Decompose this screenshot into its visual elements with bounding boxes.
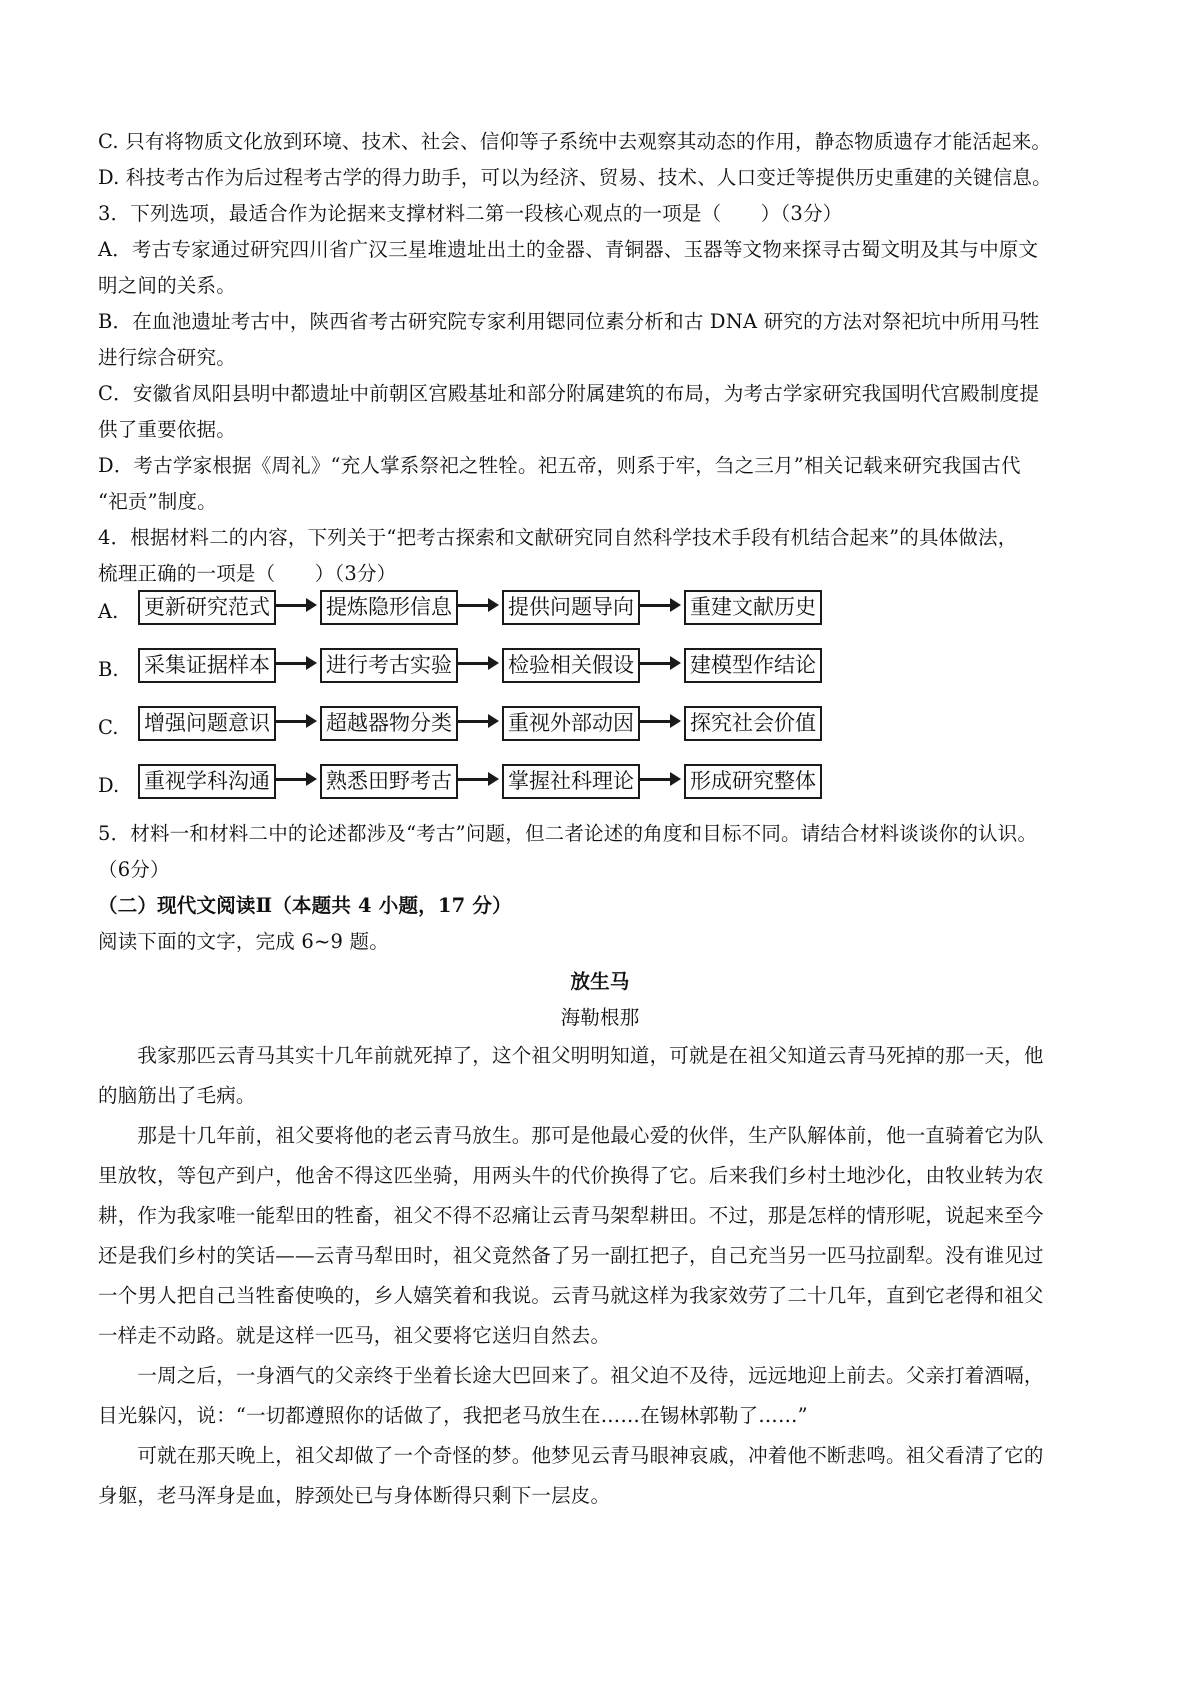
arrow-right-icon — [638, 604, 672, 607]
flow-letter: C. — [98, 716, 119, 739]
flow-step: 形成研究整体 — [684, 764, 822, 799]
flow-step: 重视学科沟通 — [138, 764, 276, 799]
flow-step: 采集证据样本 — [138, 648, 276, 683]
q3-option-c-line2: 供了重要依据。 — [98, 418, 236, 441]
q3-option-b-line2: 进行综合研究。 — [98, 346, 236, 369]
flow-step: 重建文献历史 — [684, 590, 822, 625]
q5-stem-line2: （6分） — [98, 858, 170, 881]
q3-stem: 3．下列选项，最适合作为论据来支撑材料二第一段核心观点的一项是（ ）（3分） — [98, 202, 843, 225]
story-line: 我家那匹云青马其实十几年前就死掉了，这个祖父明明知道，可就是在祖父知道云青马死掉的那一天，他 — [98, 1044, 1044, 1067]
q3-option-c-line1: C．安徽省凤阳县明中都遗址中前朝区宫殿基址和部分附属建筑的布局，为考古学家研究我国明代宫殿制度提 — [98, 382, 1040, 405]
arrow-right-icon — [456, 720, 490, 723]
flow-step: 进行考古实验 — [320, 648, 458, 683]
flow-step: 探究社会价值 — [684, 706, 822, 741]
flow-step: 更新研究范式 — [138, 590, 276, 625]
flow-letter: B. — [98, 658, 119, 681]
arrow-right-icon — [638, 720, 672, 723]
q3-option-b-line1: B．在血池遗址考古中，陕西省考古研究院专家利用锶同位素分析和古 DNA 研究的方法对祭祀坑中所用马牲 — [98, 310, 1040, 333]
q4-stem-line2: 梳理正确的一项是（ ）（3分） — [98, 562, 397, 585]
flow-step: 熟悉田野考古 — [320, 764, 458, 799]
story-line: 还是我们乡村的笑话——云青马犁田时，祖父竟然备了另一副扛把子，自己充当另一匹马拉副犁。没有谁见过 — [98, 1244, 1044, 1267]
story-line: 一样走不动路。就是这样一匹马，祖父要将它送归自然去。 — [98, 1324, 611, 1347]
flow-step: 建模型作结论 — [684, 648, 822, 683]
q3-option-a-line2: 明之间的关系。 — [98, 274, 236, 297]
section-instruction: 阅读下面的文字，完成 6~9 题。 — [98, 930, 389, 953]
arrow-right-icon — [274, 720, 308, 723]
q3-option-d-line1: D．考古学家根据《周礼》“充人掌系祭祀之牲牷。祀五帝，则系于牢，刍之三月”相关记载来研究我国古代 — [98, 454, 1021, 477]
q4-stem-line1: 4．根据材料二的内容，下列关于“把考古探索和文献研究同自然科学技术手段有机结合起来”的具体做法， — [98, 526, 1018, 549]
story-line: 可就在那天晚上，祖父却做了一个奇怪的梦。他梦见云青马眼神哀戚，冲着他不断悲鸣。祖父看清了它的 — [98, 1444, 1044, 1467]
story-line: 一周之后，一身酒气的父亲终于坐着长途大巴回来了。祖父迫不及待，远远地迎上前去。父亲打着酒嗝， — [98, 1364, 1044, 1387]
story-line: 那是十几年前，祖父要将他的老云青马放生。那可是他最心爱的伙伴，生产队解体前，他一直骑着它为队 — [98, 1124, 1044, 1147]
flow-step: 增强问题意识 — [138, 706, 276, 741]
flow-step: 掌握社科理论 — [502, 764, 640, 799]
arrow-right-icon — [456, 604, 490, 607]
flow-letter: A. — [98, 600, 119, 623]
story-line: 耕，作为我家唯一能犁田的牲畜，祖父不得不忍痛让云青马架犁耕田。不过，那是怎样的情形呢，说起来至今 — [98, 1204, 1044, 1227]
flow-step: 提炼隐形信息 — [320, 590, 458, 625]
arrow-right-icon — [638, 662, 672, 665]
arrow-right-icon — [456, 662, 490, 665]
story-author: 海勒根那 — [560, 1006, 640, 1029]
arrow-right-icon — [274, 778, 308, 781]
arrow-right-icon — [274, 604, 308, 607]
story-line: 里放牧，等包产到户，他舍不得这匹坐骑，用两头牛的代价换得了它。后来我们乡村土地沙化，由牧业转为农 — [98, 1164, 1044, 1187]
section-heading: （二）现代文阅读Ⅱ（本题共 4 小题，17 分） — [98, 894, 512, 917]
flow-letter: D. — [98, 774, 120, 797]
flow-step: 超越器物分类 — [320, 706, 458, 741]
flow-step: 提供问题导向 — [502, 590, 640, 625]
q3-option-a-line1: A．考古专家通过研究四川省广汉三星堆遗址出土的金器、青铜器、玉器等文物来探寻古蜀文明及其与中原文 — [98, 238, 1039, 261]
arrow-right-icon — [274, 662, 308, 665]
q2-option-d: D. 科技考古作为后过程考古学的得力助手，可以为经济、贸易、技术、人口变迁等提供历史重建的关键信息。 — [98, 166, 1052, 189]
story-title: 放生马 — [570, 970, 630, 993]
flow-step: 检验相关假设 — [502, 648, 640, 683]
story-line: 目光躲闪，说：“一切都遵照你的话做了，我把老马放生在……在锡林郭勒了……” — [98, 1404, 808, 1427]
arrow-right-icon — [638, 778, 672, 781]
arrow-right-icon — [456, 778, 490, 781]
q3-option-d-line2: “祀贡”制度。 — [98, 490, 217, 513]
flow-step: 重视外部动因 — [502, 706, 640, 741]
story-line: 的脑筋出了毛病。 — [98, 1084, 256, 1107]
q5-stem-line1: 5．材料一和材料二中的论述都涉及“考古”问题，但二者论述的角度和目标不同。请结合材料谈谈你的认识。 — [98, 822, 1038, 845]
story-line: 一个男人把自己当牲畜使唤的，乡人嬉笑着和我说。云青马就这样为我家效劳了二十几年，直到它老得和祖父 — [98, 1284, 1044, 1307]
story-line: 身躯，老马浑身是血，脖颈处已与身体断得只剩下一层皮。 — [98, 1484, 611, 1507]
q2-option-c: C. 只有将物质文化放到环境、技术、社会、信仰等子系统中去观察其动态的作用，静态物质遗存才能活起来。 — [98, 130, 1052, 153]
